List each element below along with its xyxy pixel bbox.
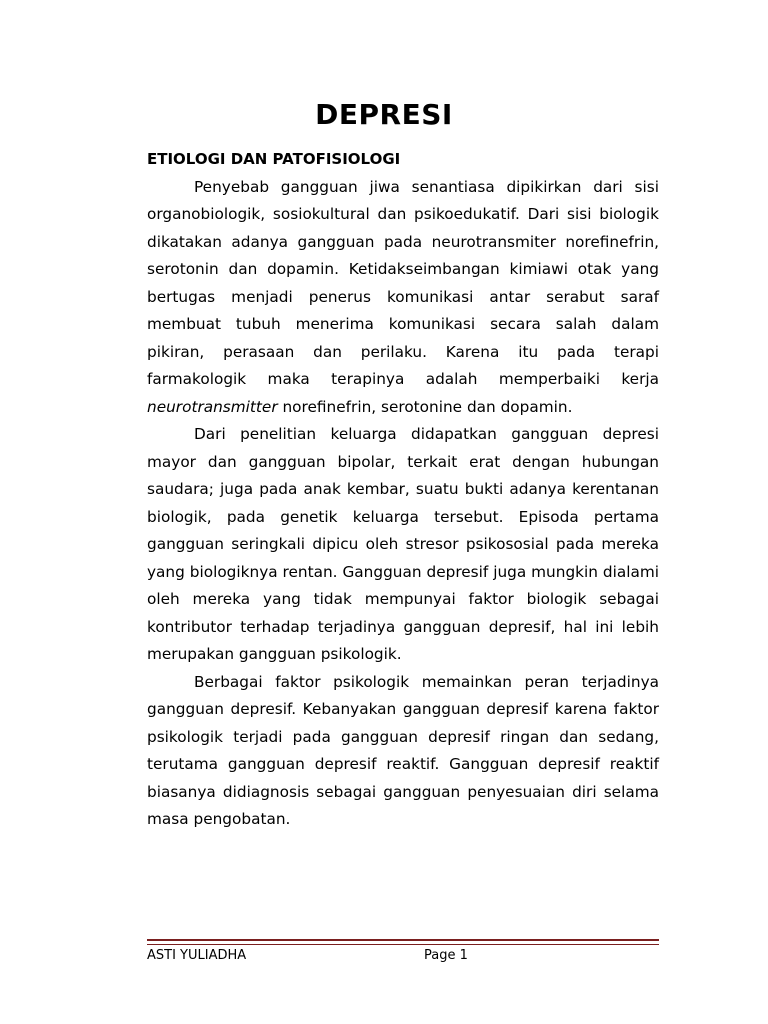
paragraph-3: Berbagai faktor psikologik memainkan peran terjadinya gangguan depresif. Kebanyakan gangguan depresif karena faktor psikologik terjadi pada gangguan depresif ringan dan sedang, terutama gangguan depresif reaktif. Gangguan depresif reaktif biasanya didiagnosis sebagai gangguan penyesuaian diri selama masa pengobatan.	[147, 672, 659, 828]
paragraph-1-text-end: norefinefrin, serotonine dan dopamin.	[277, 397, 573, 416]
paragraph-1	[147, 174, 659, 422]
footer-author: ASTI YULIADHA	[147, 948, 247, 963]
footer-rule-thick	[147, 939, 659, 941]
document-body	[147, 146, 659, 834]
paragraph-1-italic-term: neurotransmitter	[147, 397, 278, 416]
footer-page-number: Page 1	[424, 948, 468, 963]
paragraph-2: Dari penelitian keluarga didapatkan gangguan depresi mayor dan gangguan bipolar, terkait erat dengan hubungan saudara; juga pada anak kembar, suatu bukti adanya kerentanan biologik, pada genetik keluarga tersebut. Episoda pertama gangguan seringkali dipicu oleh stresor psikososial pada mereka yang biologiknya rentan. Gangguan depresif juga mungkin dialami oleh mereka yang tidak mempunyai faktor biologik sebagai kontributor terhadap terjadinya gangguan depresif, hal ini lebih merupakan gangguan psikologik.	[147, 425, 659, 663]
page-title: DEPRESI	[315, 98, 453, 131]
paragraph-1-text-start: Penyebab gangguan jiwa senantiasa dipikirkan dari sisi organobiologik, sosiokultural dan psikoedukatif. Dari sisi biologik dikatakan adanya gangguan pada neurotransmiter norefinefrin, serotonin dan dopamin. Ketidakseimbangan kimiawi otak yang bertugas menjadi penerus komunikasi antar serabut saraf membuat tubuh menerima komunikasi secara salah dalam pikiran, perasaan dan perilaku. Karena itu pada terapi farmakologik maka terapinya adalah memperbaiki kerja	[147, 177, 659, 388]
footer-rule-thin	[147, 944, 659, 945]
section-heading: ETIOLOGI DAN PATOFISIOLOGI	[147, 150, 401, 168]
